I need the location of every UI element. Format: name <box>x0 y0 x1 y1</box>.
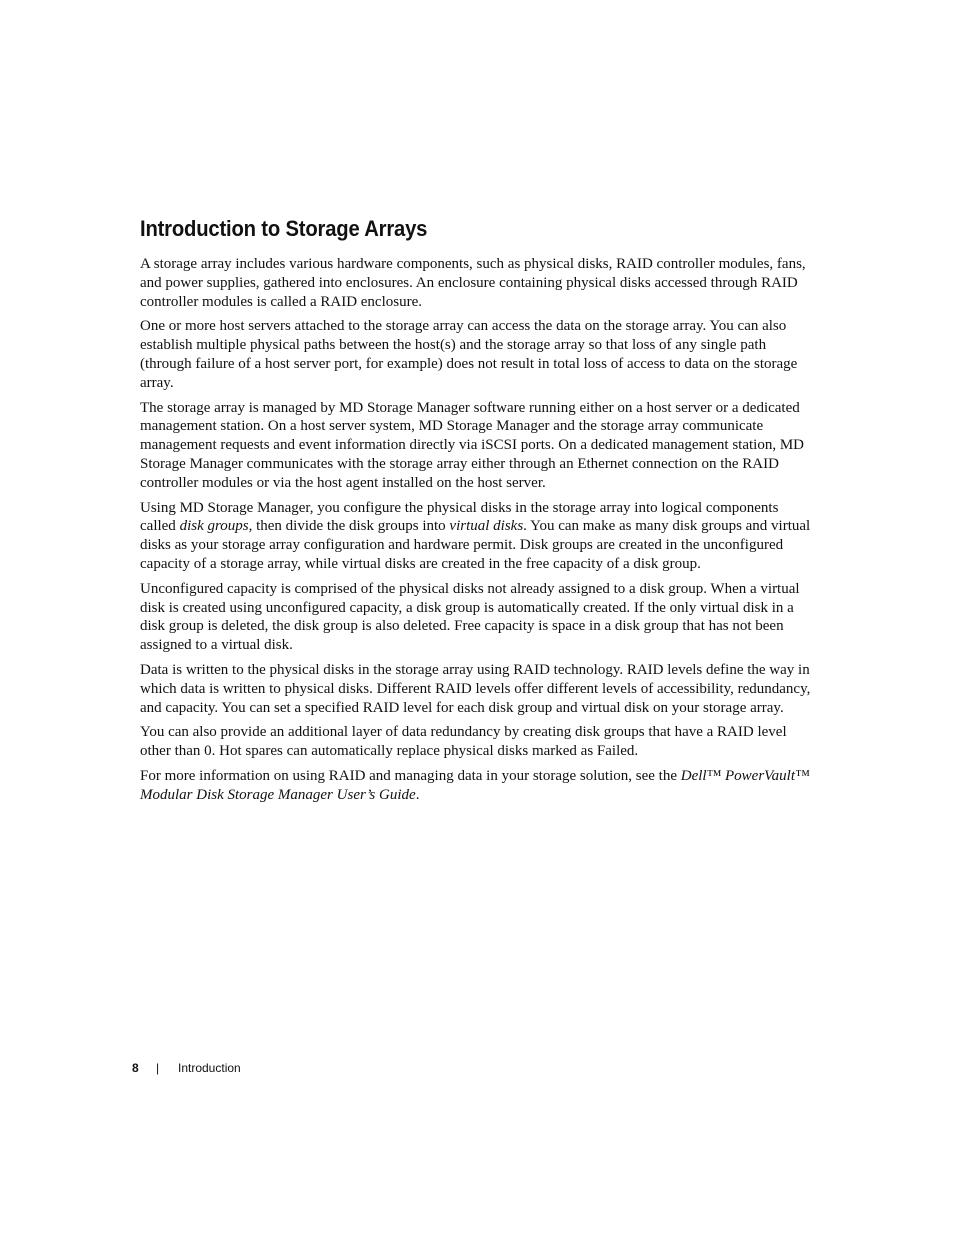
paragraph <box>140 255 814 311</box>
italic-term: disk groups <box>179 518 249 535</box>
footer-separator: | <box>156 1061 160 1075</box>
page-title: Introduction to Storage Arrays <box>140 216 428 241</box>
text-segment: . <box>415 786 420 803</box>
page-footer <box>132 1061 241 1075</box>
paragraph <box>140 499 814 574</box>
text-segment: For more information on using RAID and managing data in your storage solution, see the <box>140 767 681 784</box>
paragraph <box>140 580 814 655</box>
text-segment: . You can make as many disk groups and virtual disks as your storage array configuration and hardware permit. Disk groups are created in the unconfigured capacity of a storage array, while virtual disks are created in the free capacity of a disk group. <box>140 518 811 572</box>
text-segment: A storage array includes various hardware components, such as physical disks, RAID controller modules, fans, and power supplies, gathered into enclosures. An enclosure containing physical disks accessed through RAID controller modules is called a RAID enclosure. <box>140 256 806 310</box>
text-segment: Unconfigured capacity is comprised of the physical disks not already assigned to a disk group. When a virtual disk is created using unconfigured capacity, a disk group is automatically created. If the only virtual disk in a disk group is deleted, the disk group is also deleted. Free capacity is space in a disk group that has not been assigned to a virtual disk. <box>140 580 800 654</box>
paragraph <box>140 399 814 493</box>
italic-term: virtual disks <box>449 518 524 535</box>
page-number: 8 <box>132 1061 139 1075</box>
text-segment: , then divide the disk groups into <box>248 518 450 535</box>
text-segment: You can also provide an additional layer of data redundancy by creating disk groups that have a RAID level other than 0. Hot spares can automatically replace physical disks marked as Failed. <box>140 724 787 760</box>
guide-title: Dell™ PowerVault™ Modular Disk Storage Manager User’s Guide <box>140 767 810 803</box>
text-segment: Using MD Storage Manager, you configure the physical disks in the storage array into logical components called <box>140 499 779 535</box>
body-text <box>140 255 814 811</box>
text-segment: The storage array is managed by MD Storage Manager software running either on a host server or a dedicated management station. On a host server system, MD Storage Manager and the storage array communicate management requests and event information directly via iSCSI ports. On a dedicated management station, MD Storage Manager communicates with the storage array either through an Ethernet connection on the RAID controller modules or via the host agent installed on the host server. <box>140 399 804 491</box>
footer-section: Introduction <box>178 1061 241 1075</box>
paragraph <box>140 767 814 805</box>
text-segment: One or more host servers attached to the storage array can access the data on the storage array. You can also establish multiple physical paths between the host(s) and the storage array so that loss of any single path (through failure of a host server port, for example) does not result in total loss of access to data on the storage array. <box>140 318 798 391</box>
paragraph <box>140 723 814 761</box>
paragraph <box>140 661 814 717</box>
paragraph <box>140 317 814 392</box>
text-segment: Data is written to the physical disks in the storage array using RAID technology. RAID levels define the way in which data is written to physical disks. Different RAID levels offer different levels of accessibility, redundancy, and capacity. You can set a specified RAID level for each disk group and virtual disk on your storage array. <box>140 661 811 716</box>
